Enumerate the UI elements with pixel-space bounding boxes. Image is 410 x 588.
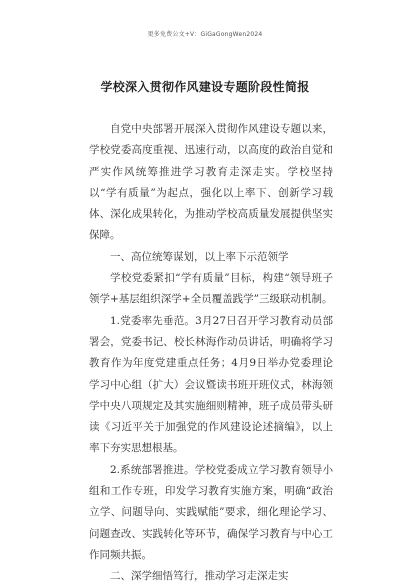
header-watermark-text: 更多免费公文+V：GiGaGongWen2024 — [147, 31, 263, 38]
document-body — [89, 119, 333, 588]
section-1-paragraph: 学校党委紧扣“学有质量”目标，构建“领导班子领学+基层组织深学+全员覆盖践学”三级联动机制。 — [89, 272, 333, 306]
item-1-paragraph: 1.党委率先垂范。3月27日召开学习教育动员部署会，党委书记、校长林海作动员讲话，明确将学习教育作为年度党建重点任务；4月9日举办党委理论学习中心组（扩大）会议暨读书班开班仪式，林海领学中央八项规定及其实施细则精神，班子成员带头研读《习近平关于加强党的作风建设论述摘编》，以上率下夯实思想根基。 — [89, 314, 333, 455]
document-title: 学校深入贯彻作风建设专题阶段性简报 — [100, 80, 310, 94]
section-heading-2: 二、深学细悟笃行，推动学习走深走实 — [110, 570, 289, 583]
intro-paragraph: 自党中央部署开展深入贯彻作风建设专题以来，学校党委高度重视、迅速行动，以高度的政治自觉和严实作风统筹推进学习教育走深走实。学校坚持以“学有质量”为起点，强化以上率下、创新学习载体、深化成果转化，为推动学校高质量发展提供坚实保障。 — [89, 123, 333, 242]
section-heading-1: 一、高位统筹谋划，以上率下示范领学 — [110, 250, 289, 263]
item-2-paragraph: 2.系统部署推进。学校党委成立学习教育领导小组和工作专班，印发学习教育实施方案，明确“政治立学、问题导向、实践赋能”要求，细化理论学习、问题查改、实践转化等环节，确保学习教育与中心工作同频共振。 — [89, 463, 333, 561]
